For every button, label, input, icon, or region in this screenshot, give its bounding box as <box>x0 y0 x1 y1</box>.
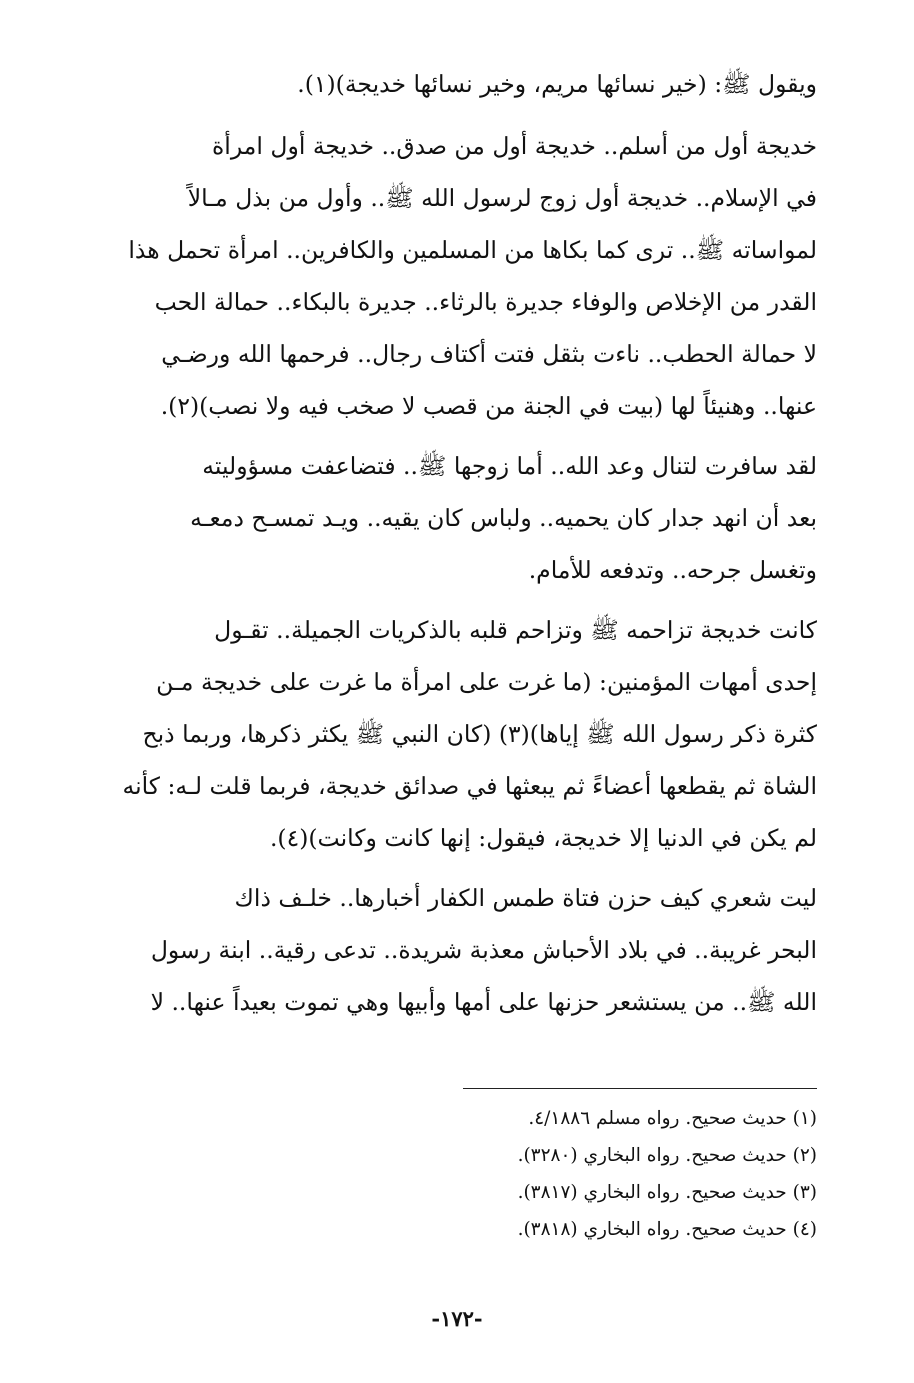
text-line: ليت شعري كيف حزن فتاة طمس الكفار أخبارها.. خلـف ذاك <box>234 884 817 912</box>
text-line: بعد أن انهد جدار كان يحميه.. ولباس كان يقيه.. ويـد تمسـح دمعـه <box>190 504 817 532</box>
footnotes <box>430 1100 817 1248</box>
text-line: عنها.. وهنيئاً لها (بيت في الجنة من قصب لا صخب فيه ولا نصب)(٢). <box>160 392 817 420</box>
text-line: خديجة أول من أسلم.. خديجة أول من صدق.. خديجة أول امرأة <box>212 132 817 160</box>
text-line: لا حمالة الحطب.. ناءت بثقل فتت أكتاف رجال.. فرحمها الله ورضـي <box>161 340 817 368</box>
text-line: لم يكن في الدنيا إلا خديجة، فيقول: إنها كانت وكانت)(٤). <box>269 824 817 852</box>
text-line: ويقول ﷺ: (خير نسائها مريم، وخير نسائها خديجة)(١). <box>297 70 817 98</box>
text-line: القدر من الإخلاص والوفاء جديرة بالرثاء.. جديرة بالبكاء.. حمالة الحب <box>154 288 817 316</box>
footnote-1: (١) حديث صحيح. رواه مسلم ٤/١٨٨٦. <box>528 1108 817 1129</box>
text-line: كثرة ذكر رسول الله ﷺ إياها)(٣) (كان النبي ﷺ يكثر ذكرها، وربما ذبح <box>142 720 817 748</box>
text-line: لمواساته ﷺ.. ترى كما بكاها من المسلمين والكافرين.. امرأة تحمل هذا <box>128 236 817 264</box>
paragraph-2 <box>95 120 817 432</box>
footnote-divider <box>463 1088 817 1089</box>
footnote-2: (٢) حديث صحيح. رواه البخاري (٣٢٨٠). <box>517 1145 817 1166</box>
footnote-4: (٤) حديث صحيح. رواه البخاري (٣٨١٨). <box>517 1219 817 1240</box>
text-line: كانت خديجة تزاحمه ﷺ وتزاحم قلبه بالذكريات الجميلة.. تقـول <box>214 616 817 644</box>
text-line: وتغسل جرحه.. وتدفعه للأمام. <box>528 556 817 584</box>
text-line: البحر غريبة.. في بلاد الأحباش معذبة شريدة.. تدعى رقية.. ابنة رسول <box>150 936 817 964</box>
text-line: لقد سافرت لتنال وعد الله.. أما زوجها ﷺ.. فتضاعفت مسؤوليته <box>202 452 817 480</box>
page-number: -١٧٢- <box>431 1306 483 1331</box>
text-line: في الإسلام.. خديجة أول زوج لرسول الله ﷺ.. وأول من بذل مـالاً <box>187 184 817 212</box>
paragraph-5 <box>95 872 817 1028</box>
paragraph-4 <box>95 604 817 864</box>
footnote-3: (٣) حديث صحيح. رواه البخاري (٣٨١٧). <box>517 1182 817 1203</box>
text-line: الشاة ثم يقطعها أعضاءً ثم يبعثها في صدائق خديجة، فربما قلت لـه: كأنه <box>122 772 817 800</box>
text-line: إحدى أمهات المؤمنين: (ما غرت على امرأة ما غرت على خديجة مـن <box>156 668 817 696</box>
text-line: الله ﷺ.. من يستشعر حزنها على أمها وأبيها وهي تموت بعيداً عنها.. لا <box>150 988 817 1016</box>
paragraph-3 <box>95 440 817 596</box>
paragraph-1 <box>95 58 817 110</box>
